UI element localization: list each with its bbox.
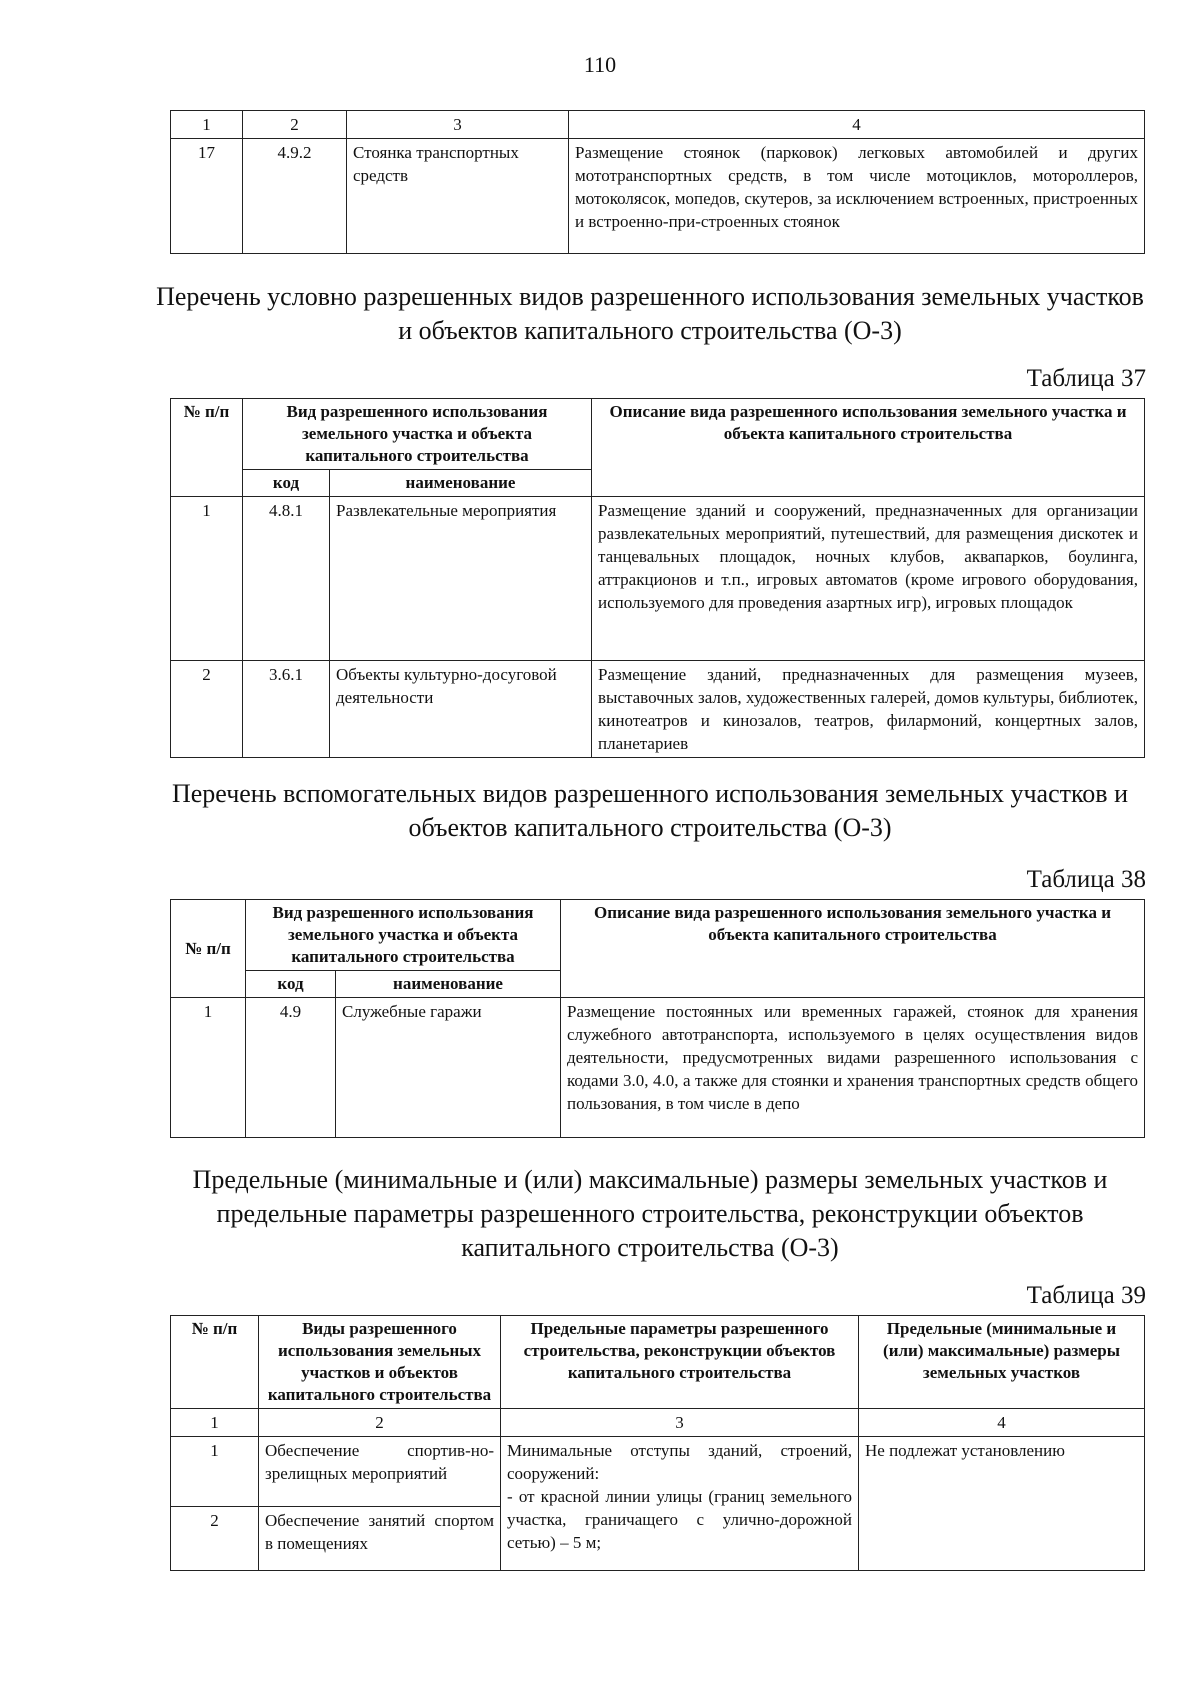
heading-table-37: Перечень условно разрешенных видов разрешенного использования земельных участков и объектов капитального строительства (О-3): [156, 282, 1144, 345]
header-desc: Описание вида разрешенного использования земельного участка и объекта капитального строительства: [592, 399, 1145, 497]
heading-table-38: Перечень вспомогательных видов разрешенного использования земельных участков и объектов капитального строительства (О-3): [171, 779, 1128, 842]
table-38: [170, 899, 1145, 1138]
col-index-2: 2: [243, 111, 347, 139]
row-desc: Размещение стоянок (парковок) легковых автомобилей и других мототранспортных средств, в том числе мотоциклов, мотороллеров, мотоколясок, мопедов, скутеров, за исключением встроенных, пристроенных и встроенно-при-строенных стоянок: [569, 139, 1145, 254]
caption-table-38: Таблица 38: [1026, 866, 1146, 893]
row-kind: Обеспечение спортив-но-зрелищных мероприятий: [259, 1437, 501, 1507]
header-num: № п/п: [171, 1316, 259, 1409]
row-desc: Размещение постоянных или временных гаражей, стоянок для хранения служебного автотранспорта, используемого в целях осуществления видов деятельности, предусмотренных видами разрешенного использования с кодами 3.0, 4.0, а также для стоянки и хранения транспортных средств общего пользования, в том числе в депо: [561, 998, 1145, 1138]
header-kind: Вид разрешенного использования земельного участка и объекта капитального строительства: [243, 399, 592, 470]
row-num: 1: [171, 1437, 259, 1507]
page-number: 110: [583, 52, 617, 77]
header-code: код: [246, 971, 336, 998]
caption-table-37: Таблица 37: [1026, 365, 1146, 392]
heading-table-39: Предельные (минимальные и (или) максимальные) размеры земельных участков и предельные параметры разрешенного строительства, реконструкции объектов капитального строительства (О-3): [192, 1165, 1108, 1262]
row-num: 17: [171, 139, 243, 254]
row-num: 1: [171, 998, 246, 1138]
row-code: 4.8.1: [243, 497, 330, 661]
col-index-2: 2: [259, 1409, 501, 1437]
row-code: 4.9: [246, 998, 336, 1138]
caption-table-39: Таблица 39: [1026, 1282, 1146, 1309]
header-kind: Вид разрешенного использования земельного участка и объекта капитального строительства: [246, 900, 561, 971]
col-index-4: 4: [859, 1409, 1145, 1437]
table-39: [170, 1315, 1145, 1571]
row-name: Объекты культурно-досуговой деятельности: [330, 661, 592, 758]
table-37: [170, 398, 1145, 758]
row-name: Развлекательные мероприятия: [330, 497, 592, 661]
sizes-cell: Не подлежат установлению: [859, 1437, 1145, 1571]
row-name: Служебные гаражи: [336, 998, 561, 1138]
header-num: № п/п: [171, 900, 246, 998]
row-desc: Размещение зданий, предназначенных для размещения музеев, выставочных залов, художественных галерей, домов культуры, библиотек, кинотеатров и кинозалов, театров, филармоний, концертных залов, планетариев: [592, 661, 1145, 758]
header-num: № п/п: [171, 399, 243, 497]
header-desc: Описание вида разрешенного использования земельного участка и объекта капитального строительства: [561, 900, 1145, 998]
header-name: наименование: [336, 971, 561, 998]
col-index-3: 3: [347, 111, 569, 139]
col-index-1: 1: [171, 111, 243, 139]
params-cell: [501, 1437, 859, 1571]
row-code: 4.9.2: [243, 139, 347, 254]
params-text: Минимальные отступы зданий, строений, сооружений:: [507, 1441, 852, 1483]
col-index-1: 1: [171, 1409, 259, 1437]
row-desc: Размещение зданий и сооружений, предназначенных для организации развлекательных мероприятий, путешествий, для размещения дискотек и танцевальных площадок, ночных клубов, аквапарков, боулинга, аттракционов и т.п., игровых автоматов (кроме игрового оборудования, используемого для проведения азартных игр), игровых площадок: [592, 497, 1145, 661]
row-num: 2: [171, 1507, 259, 1571]
row-kind: Обеспечение занятий спортом в помещениях: [259, 1507, 501, 1571]
header-params: Предельные параметры разрешенного строительства, реконструкции объектов капитального строительства: [501, 1316, 859, 1409]
params-item: - от красной линии улицы (границ земельного участка, граничащего с улично-дорожной сетью) – 5 м;: [507, 1487, 852, 1552]
row-name: Стоянка транспортных средств: [347, 139, 569, 254]
row-code: 3.6.1: [243, 661, 330, 758]
header-kinds: Виды разрешенного использования земельных участков и объектов капитального строительства: [259, 1316, 501, 1409]
header-code: код: [243, 470, 330, 497]
row-num: 2: [171, 661, 243, 758]
table-continuation: [170, 110, 1145, 254]
col-index-4: 4: [569, 111, 1145, 139]
row-num: 1: [171, 497, 243, 661]
col-index-3: 3: [501, 1409, 859, 1437]
header-sizes: Предельные (минимальные и (или) максимальные) размеры земельных участков: [859, 1316, 1145, 1409]
header-name: наименование: [330, 470, 592, 497]
